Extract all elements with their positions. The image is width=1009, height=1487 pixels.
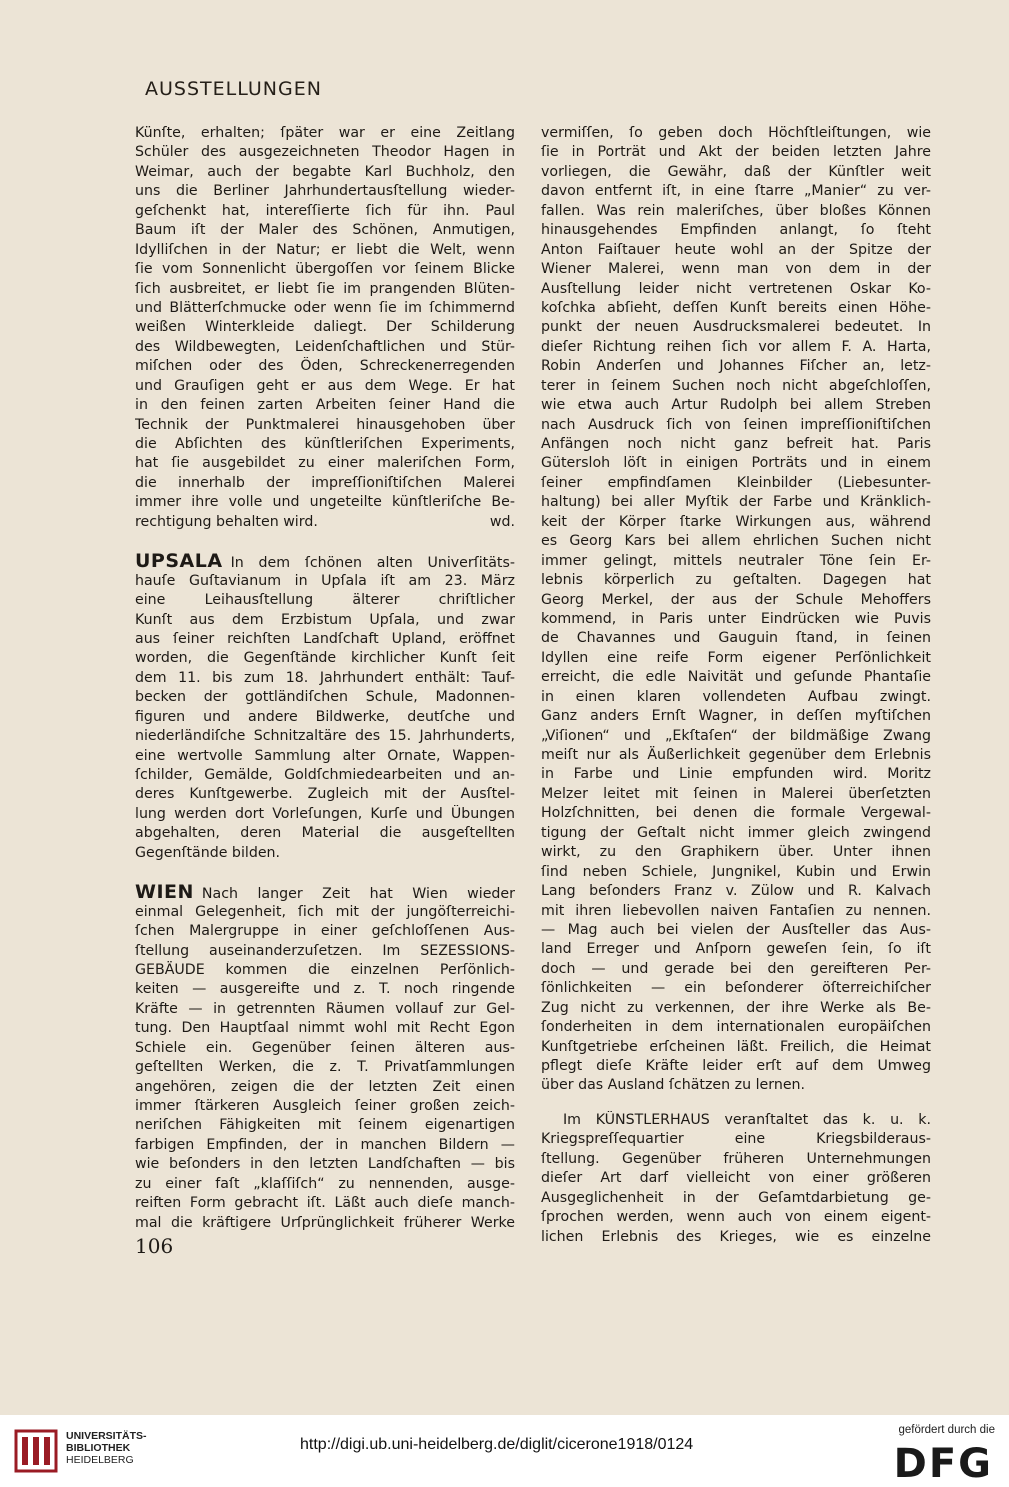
text-line: wie beſonders in den letzten Landſchaften — bis: [135, 1156, 515, 1173]
text-line: Wiener Malerei, wenn man von dem in der: [541, 261, 931, 278]
text-line: ſchilder, Gemälde, Goldſchmiedearbeiten und an-: [135, 767, 515, 783]
text-line: koſchka abſieht, deſſen Kunſt bereits einen Höhe-: [541, 299, 931, 316]
text-line: meiſt nur als Äußerlichkeit gegenüber dem Erlebnis: [541, 747, 931, 763]
text-line: geſtellten Werken, die z. T. Privatſammlungen: [135, 1059, 515, 1076]
text-line: und Blätterſchmucke oder wenn ſie im ſchimmernd: [135, 299, 515, 316]
paragraph-gap: [135, 863, 515, 883]
text-line: dem 11. bis zum 18. Jahrhundert enthält: Tauf-: [135, 669, 515, 686]
text-line: immer gelingt, mittels neutraler Töne ſein Er-: [541, 552, 931, 569]
text-line: worden, die Gegenſtände kirchlicher Kunſt ſeit: [135, 650, 515, 667]
text-line: Kriegspreſſequartier eine Kriegsbilderaus-: [541, 1131, 931, 1148]
text-line: vermiſſen, ſo geben doch Höchſtleiſtungen, wie: [541, 125, 931, 141]
text-line: tigung der Geſtalt nicht immer gleich zwingend: [541, 824, 931, 841]
library-name-line2: BIBLIOTHEK: [66, 1442, 131, 1454]
text-line: keiten — ausgereifte und z. T. noch ringende: [135, 981, 515, 998]
text-line: ſonderheiten in dem internationalen europäiſchen: [541, 1019, 931, 1036]
text-line: über das Ausland ſchätzen zu lernen.: [541, 1077, 806, 1094]
text-line: Anfängen noch nicht ganz befreit hat. Paris: [541, 436, 931, 452]
text-line: Gegenſtände bilden.: [135, 844, 281, 861]
text-line: reiften Form gebracht iſt. Läßt auch dieſe manch-: [135, 1195, 515, 1212]
text-line: hauſe Guſtavianum in Upſala iſt am 23. März: [135, 572, 515, 589]
text-line: miſchen oder des Öden, Schreckenerregenden: [135, 358, 515, 375]
text-line: Ausſtellung leider nicht vertretenen Oskar Ko-: [541, 280, 931, 297]
viewer-footer: [0, 1415, 1009, 1486]
text-line: davon entfernt iſt, in eine ſtarre „Manier“ zu ver-: [541, 183, 931, 200]
text-line: Holzſchnitten, bei denen die formale Vergewal-: [541, 805, 931, 822]
dfg-logo: DFG: [893, 1441, 993, 1487]
text-line: abgehalten, deren Material die ausgeſtellten: [135, 825, 515, 842]
text-line: wie etwa auch Artur Rudolph bei allem Streben: [541, 397, 931, 414]
text-line: vorliegen, die Gewähr, daß der Künſtler weit: [541, 163, 931, 180]
text-line: des Wildbewegten, Leidenſchaftlichen und Stür-: [135, 338, 515, 355]
right-column: [541, 124, 931, 1247]
text-line: zu einer faſt „klaſſiſch“ zu nennenden, ausge-: [135, 1175, 515, 1192]
text-line: erreicht, die edle Naivität und geſunde Phantaſie: [541, 669, 931, 686]
text-line: geſchenkt hat, intereſſierte ſich für ihn. Paul: [135, 202, 515, 219]
text-line: haltung) bei aller Myſtik der Farbe und Kränklich-: [541, 494, 931, 511]
text-line: Ausgeglichenheit in der Geſamtdarbietung ge-: [541, 1189, 931, 1206]
text-line: de Chavannes und Gauguin ſtand, in ſeinen: [541, 630, 931, 647]
text-line: land Erreger und Anſporn geweſen ſein, ſo iſt: [541, 941, 931, 958]
text-line: „Viſionen“ und „Ekſtaſen“ der bildmäßige Zwang: [541, 727, 931, 744]
text-line: ſeiner empfindſamen Kleinbilder (Liebesunter-: [541, 474, 931, 491]
text-line: dieſer Art darf vielleicht von einer größeren: [541, 1170, 931, 1187]
text-line: doch — und gerade bei den gereifteren Per-: [541, 960, 931, 977]
text-line: immer ihre volle und ungeteilte künſtleriſche Be-: [135, 494, 515, 511]
text-line: fallen. Was rein maleriſches, über bloßes Können: [541, 202, 931, 219]
text-line: Im KÜNSTLERHAUS veranſtaltet das k. u. k.: [563, 1111, 931, 1128]
text-line: — Mag auch bei vielen der Ausſteller das Aus-: [541, 921, 931, 938]
author-signature: wd.: [489, 513, 515, 530]
text-line: punkt der neuen Ausdrucksmalerei bedeutet. In: [541, 319, 931, 336]
signature-line: [135, 513, 515, 532]
text-line: becken der gottländiſchen Schule, Madonnen-: [135, 689, 515, 706]
permalink-url[interactable]: http://digi.ub.uni-heidelberg.de/diglit/cicerone1918/0124: [300, 1436, 694, 1453]
text-line: Ganz anders Ernſt Wagner, in deſſen myſtiſchen: [541, 708, 931, 725]
text-line: Kunſt aus dem Erzbistum Upſala, und zwar: [135, 611, 515, 628]
library-logo-icon: [14, 1427, 58, 1475]
library-name-line1: UNIVERSITÄTS-: [66, 1430, 147, 1442]
text-line: ſie vom Sonnenlicht übergoſſen vor ſeinem Blicke: [135, 261, 515, 278]
text-line: eine Leihausſtellung älterer chriſtlicher: [135, 592, 515, 609]
text-line: ſich ausbreitet, er liebt ſie im prangenden Blüten-: [135, 280, 515, 297]
text-line: Melzer leitet mit ſeinen in Malerei überſetzten: [541, 785, 931, 802]
text-line: in den feinen zarten Arbeiten ſeiner Hand die: [135, 397, 515, 414]
text-line: wirkt, zu den Graphikern über. Unter ihnen: [541, 844, 931, 861]
text-line: Baum iſt der Maler des Schönen, Anmutigen,: [135, 222, 515, 239]
text-line: Zug nicht zu verkennen, der ihre Werke als Be-: [541, 999, 931, 1016]
text-line: figuren und andere Bildwerke, deutſche und: [135, 708, 515, 725]
text-line: immer ſtärkeren Ausgleich ſeiner großen zeich-: [135, 1098, 515, 1114]
paragraph-gap: [541, 1096, 931, 1111]
text-line: ſprochen werden, wenn auch von einem eigent-: [541, 1209, 931, 1226]
text-line: Georg Merkel, der aus der Schule Mehoffers: [541, 591, 931, 608]
text-line: Robin Anderſen und Johannes Fiſcher an, letz-: [541, 358, 931, 375]
section-title: WIEN: [135, 883, 194, 903]
text-line: Idylliſchen in der Natur; er liebt die Welt, wenn: [135, 241, 515, 258]
text-line: lebnis körperlich zu geſtalten. Dagegen hat: [541, 572, 931, 589]
text-line: dieſer Richtung reihen ſich vor allem F. A. Harta,: [541, 338, 931, 355]
text-line: tung. Den Hauptſaal nimmt wohl mit Recht Egon: [135, 1020, 515, 1037]
text-line: Idyllen eine reife Form eigener Perſönlichkeit: [541, 649, 931, 666]
text-line: eine wertvolle Sammlung alter Ornate, Wappen-: [135, 747, 515, 764]
text-line: Schüler des ausgezeichneten Theodor Hagen in: [135, 144, 515, 161]
text-line: ſie in Porträt und Akt der beiden letzten Jahre: [541, 144, 931, 161]
text-line: und Grauſigen geht er aus dem Wege. Er hat: [135, 377, 515, 394]
text-line: angehören, zeigen die der letzten Zeit einen: [135, 1078, 515, 1095]
paragraph-gap: [135, 532, 515, 552]
text-line: In dem ſchönen alten Univerſitäts-: [230, 555, 515, 572]
section-title: UPSALA: [135, 552, 223, 572]
text-line: lichen Erlebnis des Krieges, wie es einzelne: [541, 1228, 931, 1245]
text-line: in Farbe und Linie empfunden wird. Moritz: [541, 766, 931, 783]
text-line: hat ſie ausgebildet zu einer maleriſchen Form,: [135, 455, 515, 472]
page-header: AUSSTELLUNGEN: [145, 78, 322, 100]
text-line: pflegt dieſe Kräfte leider erſt auf dem Umweg: [541, 1058, 931, 1074]
text-line: terer in ſeinem Suchen noch nicht abgeſchloſſen,: [541, 377, 931, 394]
text-line: GEBÄUDE kommen die einzelnen Perſönlich-: [135, 961, 515, 978]
text-line: Kunſtgetriebe erſcheinen läßt. Freilich, die Heimat: [541, 1038, 931, 1055]
library-name: [66, 1430, 147, 1466]
funding-note: gefördert durch die: [898, 1424, 995, 1436]
text-line: die Abſichten des künſtleriſchen Experiments,: [135, 436, 515, 452]
text-line: Anton Faiſtauer heute wohl an der Spitze der: [541, 241, 931, 258]
text-line: ſönlichkeiten — ein beſonderer öſterreichiſcher: [541, 980, 931, 997]
section-heading-line: [135, 883, 515, 902]
text-line: niederländiſche Schnitzaltäre des 15. Jahrhunderts,: [135, 728, 515, 745]
text-line: rechtigung behalten wird.: [135, 513, 318, 530]
page-number: 106: [135, 1234, 174, 1258]
text-line: uns die Berliner Jahrhundertausſtellung wieder-: [135, 183, 515, 200]
text-line: Schiele ein. Gegenüber ſeinen älteren aus-: [135, 1039, 515, 1056]
text-line: ſtellung auseinanderzuſetzen. Im SEZESSIONS-: [135, 942, 515, 959]
text-line: ſchen Malergruppe in einer geſchloſſenen Aus-: [135, 923, 515, 940]
text-line: nach Ausdruck ſich von ſeinen impreſſioniſtiſchen: [541, 416, 931, 433]
text-line: Künſte, erhalten; ſpäter war er eine Zeitlang: [135, 125, 515, 141]
text-line: in einen klaren vollendeten Aufbau zwingt.: [541, 688, 931, 705]
text-line: neriſchen Fähigkeiten mit ſeinem eigenartigen: [135, 1117, 515, 1134]
text-line: aus ſeiner reichſten Landſchaft Upland, eröffnet: [135, 630, 515, 647]
text-line: Kräfte — in getrennten Räumen vollauf zur Gel-: [135, 1000, 515, 1017]
text-line: einmal Gelegenheit, ſich mit der jungöſterreichi-: [135, 903, 515, 920]
left-column: [135, 124, 515, 1233]
text-line: Lang beſonders Franz v. Zülow und R. Kalvach: [541, 883, 931, 900]
text-line: Technik der Punktmalerei hinausgehoben über: [135, 416, 515, 433]
text-line: farbigen Empfinden, der in manchen Bildern —: [135, 1136, 515, 1153]
text-line: kommend, in Paris unter Eindrücken wie Puvis: [541, 610, 931, 627]
text-line: es Georg Kars bei allem ehrlichen Suchen nicht: [541, 533, 931, 550]
text-line: ſtellung. Gegenüber früheren Unternehmungen: [541, 1150, 931, 1167]
text-line: die innerhalb der impreſſioniſtiſchen Malerei: [135, 474, 515, 491]
text-line: hinausgehendes Empfinden anlangt, ſo ſteht: [541, 222, 931, 239]
text-line: mal die kräftigere Urſprünglichkeit früherer Werke: [135, 1214, 515, 1231]
text-line: ſind neben Schiele, Jungnikel, Kubin und Erwin: [541, 863, 931, 880]
text-line: mit ihren liebevollen naiven Fantaſien zu nennen.: [541, 902, 931, 919]
text-line: weißen Winterkleide daliegt. Der Schilderung: [135, 319, 515, 336]
text-line: lung werden dort Vorleſungen, Kurſe und Übungen: [135, 805, 515, 822]
text-line: Nach langer Zeit hat Wien wieder: [201, 886, 515, 903]
text-line: deres Kunſtgewerbe. Zugleich mit der Ausſtel-: [135, 786, 515, 803]
library-name-line3: HEIDELBERG: [66, 1454, 134, 1466]
text-line: Gütersloh löſt in einigen Porträts und in einem: [541, 455, 931, 472]
section-heading-line: [135, 552, 515, 571]
text-line: keit der Körper ſtarke Wirkungen aus, während: [541, 513, 931, 530]
text-line: Weimar, auch der begabte Karl Buchholz, den: [135, 163, 515, 180]
